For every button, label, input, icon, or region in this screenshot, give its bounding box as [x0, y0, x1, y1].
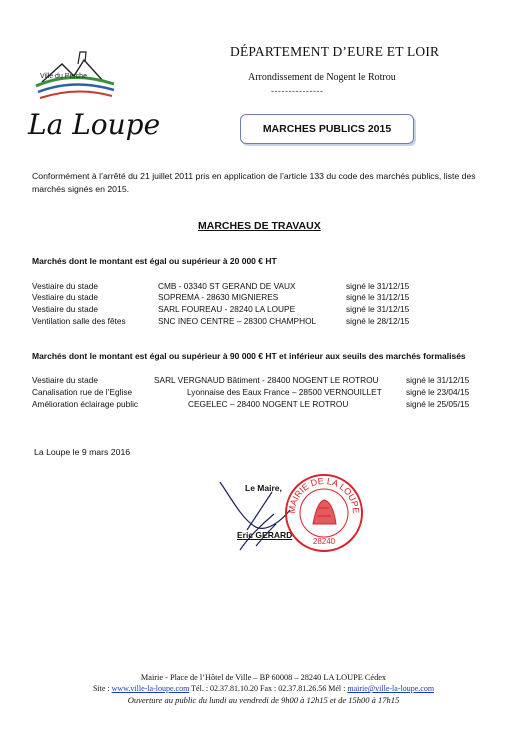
signatory-name: Eric GERARD [237, 530, 293, 540]
table-row-objet: Ventilation salle des fêtes [32, 316, 126, 326]
logo-tagline: Ville du Perche [40, 73, 87, 80]
footer-address: Mairie - Place de l’Hôtel de Ville – BP 60008 – 28240 LA LOUPE Cédex [140, 673, 387, 682]
table-row-objet: Vestiaire du stade [32, 304, 98, 314]
table-row-date: signé le 31/12/15 [406, 375, 470, 385]
table-row-objet: Amélioration éclairage public [32, 399, 139, 409]
footer-contacts [0, 684, 527, 693]
title-box-label: MARCHES PUBLICS 2015 [262, 123, 392, 135]
intro-paragraph: Conformément à l’arrêté du 21 juillet 2011 pris en application de l’article 133 du code des marchés publics, liste des marchés signés en 2015. [32, 171, 476, 194]
mairie-stamp [283, 472, 365, 554]
table-row-date: signé le 23/04/15 [406, 387, 470, 397]
table-row-titulaire: SARL FOUREAU - 28240 LA LOUPE [158, 304, 296, 314]
table-row-titulaire: CMB - 03340 ST GERAND DE VAUX [158, 281, 296, 291]
arrondissement: Arrondissement de Nogent le Rotrou [248, 72, 396, 83]
group2-condition: Marchés dont le montant est égal ou supérieur à 90 000 € HT et inférieur aux seuils des marchés formalisés [32, 351, 466, 361]
header-separator: --------------- [271, 86, 324, 96]
table-row-date: signé le 31/12/15 [346, 281, 410, 291]
stamp-text: MAIRIE DE LA LOUPE [286, 475, 362, 514]
email-link[interactable]: mairie@ville-la-loupe.com [347, 684, 435, 693]
la-loupe-logo [22, 42, 161, 147]
table-row-objet: Vestiaire du stade [32, 375, 98, 385]
footer-hours: Ouverture au public du lundi au vendredi de 9h00 à 12h15 et de 15h00 à 17h15 [127, 695, 400, 705]
table-row-objet: Canalisation rue de l’Eglise [32, 387, 133, 397]
title-box [240, 114, 414, 144]
table-row-date: signé le 25/05/15 [406, 399, 470, 409]
table-row-date: signé le 31/12/15 [346, 292, 410, 302]
group1-condition: Marchés dont le montant est égal ou supérieur à 20 000 € HT [32, 256, 277, 266]
department-title: DÉPARTEMENT D’EURE ET LOIR [230, 44, 440, 59]
section-title: MARCHES DE TRAVAUX [198, 220, 321, 232]
contact-numbers: Tél. : 02.37.81.10.20 Fax : 02.37.81.26.56 Mél : [189, 684, 348, 693]
table-row-titulaire: SOPREMA - 28630 MIGNIERES [158, 292, 279, 302]
table-row-titulaire: SARL VERGNAUD Bâtiment - 28400 NOGENT LE ROTROU [154, 375, 379, 385]
website-link[interactable]: www.ville-la-loupe.com [111, 684, 190, 693]
table-row-date: signé le 31/12/15 [346, 304, 410, 314]
table-row-titulaire: CEGELEC – 28400 NOGENT LE ROTROU [188, 399, 349, 409]
table-row-date: signé le 28/12/15 [346, 316, 410, 326]
site-label: Site : [92, 684, 112, 693]
table-row-objet: Vestiaire du stade [32, 281, 98, 291]
table-row-titulaire: Lyonnaise des Eaux France – 28500 VERNOUILLET [187, 387, 382, 397]
table-row-objet: Vestiaire du stade [32, 292, 98, 302]
stamp-code: 28240 [312, 537, 336, 546]
table-row-titulaire: SNC INEO CENTRE – 28300 CHAMPHOL [158, 316, 317, 326]
logo-wordmark: La Loupe [28, 108, 161, 141]
signatory-role: Le Maire, [245, 483, 282, 493]
date-place-line: La Loupe le 9 mars 2016 [34, 447, 131, 457]
